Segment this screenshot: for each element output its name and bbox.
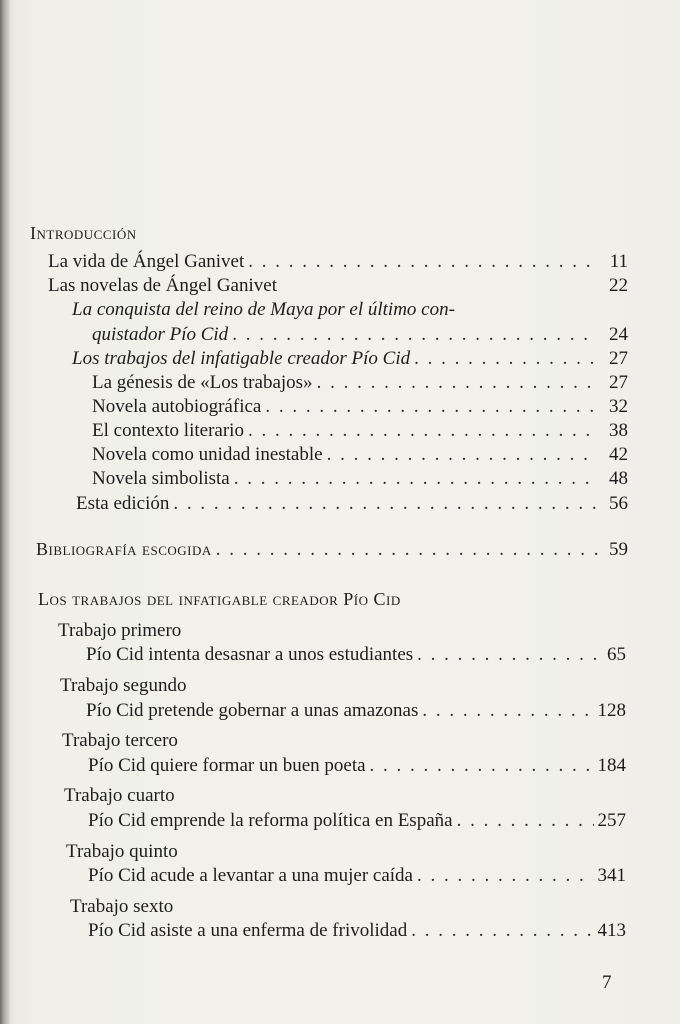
toc-page-number: 128 bbox=[597, 700, 626, 721]
trabajo-desc: Pío Cid quiere formar un buen poeta bbox=[88, 755, 366, 776]
dot-leader bbox=[248, 251, 598, 273]
toc-page-number: 413 bbox=[597, 920, 626, 941]
trabajo-entry bbox=[88, 810, 626, 832]
toc-entry-label: La vida de Ángel Ganivet bbox=[48, 251, 245, 272]
trabajo-entry bbox=[86, 700, 626, 722]
toc-page-number: 59 bbox=[609, 539, 628, 560]
toc-entry-label: quistador Pío Cid bbox=[92, 324, 229, 345]
toc-entry-conquista bbox=[92, 324, 628, 346]
toc-entry-label: Novela simbolista bbox=[92, 468, 230, 489]
toc-page-number: 184 bbox=[597, 755, 626, 776]
dot-leader bbox=[417, 865, 594, 887]
toc-page-number: 32 bbox=[609, 396, 628, 417]
toc-entry-label: La génesis de «Los trabajos» bbox=[92, 372, 313, 393]
dot-leader bbox=[216, 539, 598, 561]
dot-leader bbox=[327, 444, 598, 466]
toc-page-number: 24 bbox=[609, 324, 628, 345]
toc-entry-trabajos bbox=[72, 348, 628, 370]
dot-leader bbox=[417, 644, 596, 666]
trabajo-title: Trabajo tercero bbox=[62, 730, 178, 751]
folio-page-number: 7 bbox=[602, 972, 612, 993]
toc-entry-label: Los trabajos del infatigable creador Pío Cid bbox=[72, 348, 411, 369]
trabajo-entry bbox=[88, 865, 626, 887]
trabajo-desc: Pío Cid pretende gobernar a unas amazonas bbox=[86, 700, 419, 721]
toc-entry-contexto bbox=[92, 420, 628, 442]
dot-leader bbox=[411, 920, 593, 942]
dot-leader bbox=[232, 324, 598, 346]
trabajo-desc: Pío Cid asiste a una enferma de frivolidad bbox=[88, 920, 408, 941]
toc-entry-bibliografia bbox=[36, 538, 628, 561]
toc-page-number: 257 bbox=[597, 810, 626, 831]
trabajo-desc: Pío Cid intenta desasnar a unos estudiantes bbox=[86, 644, 414, 665]
trabajos-heading: Los trabajos del infatigable creador Pío Cid bbox=[38, 589, 401, 609]
dot-leader bbox=[370, 755, 594, 777]
intro-heading: Introducción bbox=[30, 223, 137, 243]
toc-entry-label: Novela como unidad inestable bbox=[92, 444, 323, 465]
toc-page-number: 65 bbox=[607, 644, 626, 665]
trabajo-title: Trabajo quinto bbox=[66, 841, 178, 862]
toc-entry-unidad bbox=[92, 444, 628, 466]
toc-page-number: 42 bbox=[609, 444, 628, 465]
toc-page-number: 11 bbox=[609, 251, 628, 272]
trabajo-title: Trabajo primero bbox=[58, 620, 182, 641]
dot-leader bbox=[414, 348, 598, 370]
dot-leader bbox=[317, 372, 598, 394]
trabajo-entry bbox=[86, 644, 626, 666]
toc-entry-label: Esta edición bbox=[76, 493, 170, 514]
toc-entry-autobiografica bbox=[92, 396, 628, 418]
toc-page-number: 48 bbox=[609, 468, 628, 489]
toc-entry-novelas-label: Las novelas de Ángel Ganivet bbox=[48, 275, 277, 296]
dot-leader bbox=[173, 493, 598, 515]
toc-entry-novelas-page: 22 bbox=[609, 275, 628, 296]
toc-entry-genesis bbox=[92, 372, 628, 394]
dot-leader bbox=[234, 468, 598, 490]
trabajo-desc: Pío Cid acude a levantar a una mujer caída bbox=[88, 865, 413, 886]
toc-entry-label: Novela autobiográfica bbox=[92, 396, 262, 417]
toc-entry-simbolista bbox=[92, 468, 628, 490]
trabajo-title: Trabajo cuarto bbox=[64, 785, 175, 806]
trabajo-entry bbox=[88, 755, 626, 777]
trabajo-title: Trabajo sexto bbox=[70, 896, 174, 917]
toc-entry-conquista-line1: La conquista del reino de Maya por el último con- bbox=[72, 299, 455, 320]
bibliografia-heading: Bibliografía escogida bbox=[36, 539, 212, 559]
toc-entry-edicion bbox=[76, 493, 628, 515]
dot-leader bbox=[248, 420, 598, 442]
dot-leader bbox=[265, 396, 598, 418]
toc-page-number: 27 bbox=[609, 348, 628, 369]
trabajo-desc: Pío Cid emprende la reforma política en España bbox=[88, 810, 453, 831]
toc-page-number: 27 bbox=[609, 372, 628, 393]
trabajo-entry bbox=[88, 920, 626, 942]
toc-page-number: 341 bbox=[597, 865, 626, 886]
toc-entry-vida bbox=[48, 251, 628, 273]
dot-leader bbox=[422, 700, 593, 722]
dot-leader bbox=[457, 810, 594, 832]
trabajo-title: Trabajo segundo bbox=[60, 675, 187, 696]
toc-entry-label: El contexto literario bbox=[92, 420, 244, 441]
toc-page-number: 56 bbox=[609, 493, 628, 514]
toc-page-number: 38 bbox=[609, 420, 628, 441]
